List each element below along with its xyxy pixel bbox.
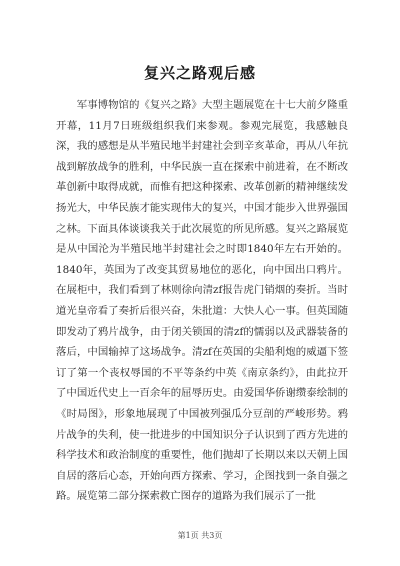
document-title: 复兴之路观后感 [143,64,256,82]
body-paragraph: 军事博物馆的《复兴之路》大型主题展览在十七大前夕隆重开幕，11月7日班级组织我们来参观。参观完展览，我感触良深，我的感想是从半殖民地半封建社会到辛亥革命，再从八年抗战到解放战争的胜利，中华民族一直在探索中前进着，在不断改革创新中取得成就，而惟有把这种探索、改革创新的精神继续发扬光大，中华民族才能实现伟大的复兴，中国才能步入世界强国之林。下面具体谈谈我关于此次展览的所见所感。复兴之路展览是从中国沦为半殖民地半封建社会之时即1840年左右开始的。1840年，英国为了改变其贸易地位的恶化，向中国出口鸦片。在展柜中，我们看到了林则徐向清zf报告虎门销烟的奏折。当时道光皇帝看了奏折后很兴奋，朱批道：大快人心一事。但英国随即发动了鸦片战争，由于闭关锁国的清zf的懦弱以及武器装备的落后，中国输掉了这场战争。清zf在英国的尖船利炮的威逼下签订了第一个丧权辱国的不平等条约中英《南京条约》，由此拉开了中国近代史上一百余年的屈辱历史。由爱国华侨谢缵泰绘制的《时局图》，形象地展现了中国被列强瓜分豆剖的严峻形势。鸦片战争的失利，使一批进步的中国知识分子认识到了西方先进的科学技术和政治制度的重要性，他们抛却了长期以来以天朝上国自居的落后心态，开始向西方探索、学习，企图找到一条自强之路。展览第二部分探索救亡图存的道路为我们展示了一批 [56,99,348,503]
document-body [56,95,348,507]
page-footer: 第1页 共3页 [177,531,223,540]
